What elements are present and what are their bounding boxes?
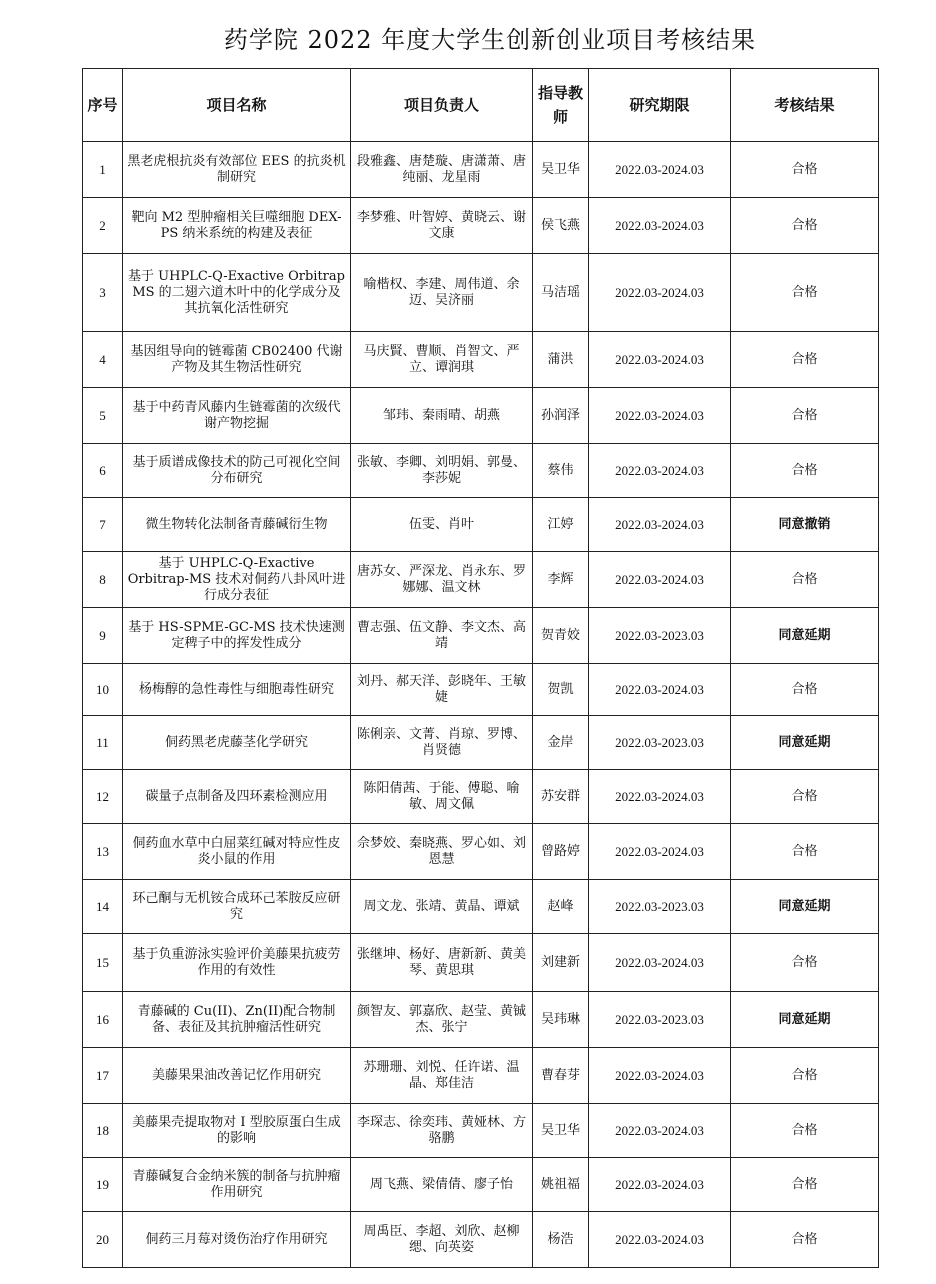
- advisor-name: 李辉: [533, 552, 589, 608]
- table-row: [83, 498, 879, 552]
- advisor-name: 贺青姣: [533, 608, 589, 664]
- research-period: 2022.03-2024.03: [589, 142, 731, 198]
- project-name: 美藤果果油改善记忆作用研究: [123, 1048, 351, 1104]
- table-row: [83, 880, 879, 934]
- row-number: 1: [83, 142, 123, 198]
- advisor-name: 蔡伟: [533, 444, 589, 498]
- table-row: [83, 142, 879, 198]
- project-leader: 邹玮、秦雨晴、胡燕: [351, 388, 533, 444]
- project-name: 黑老虎根抗炎有效部位 EES 的抗炎机制研究: [123, 142, 351, 198]
- assessment-results-table: [82, 68, 879, 1268]
- advisor-name: 江婷: [533, 498, 589, 552]
- header-assessment-result: 考核结果: [731, 69, 879, 142]
- assessment-result: 同意延期: [731, 992, 879, 1048]
- research-period: 2022.03-2024.03: [589, 444, 731, 498]
- research-period: 2022.03-2023.03: [589, 992, 731, 1048]
- advisor-name: 姚祖福: [533, 1158, 589, 1212]
- row-number: 19: [83, 1158, 123, 1212]
- project-leader: 李梦雅、叶智婷、黄晓云、谢文康: [351, 198, 533, 254]
- advisor-name: 曾路婷: [533, 824, 589, 880]
- project-name: 杨梅醇的急性毒性与细胞毒性研究: [123, 664, 351, 716]
- advisor-name: 刘建新: [533, 934, 589, 992]
- row-number: 7: [83, 498, 123, 552]
- project-name: 侗药血水草中白屈菜红碱对特应性皮炎小鼠的作用: [123, 824, 351, 880]
- advisor-name: 吴玮琳: [533, 992, 589, 1048]
- project-name: 靶向 M2 型肿瘤相关巨噬细胞 DEX-PS 纳米系统的构建及表征: [123, 198, 351, 254]
- advisor-name: 苏安群: [533, 770, 589, 824]
- assessment-result: 合格: [731, 1048, 879, 1104]
- table-body: [83, 142, 879, 1268]
- advisor-name: 赵峰: [533, 880, 589, 934]
- project-name: 基于 UHPLC-Q-Exactive Orbitrap MS 的二翅六道木叶中的化学成分及其抗氧化活性研究: [123, 254, 351, 332]
- row-number: 2: [83, 198, 123, 254]
- project-name: 基于质谱成像技术的防己可视化空间分布研究: [123, 444, 351, 498]
- project-name: 碳量子点制备及四环素检测应用: [123, 770, 351, 824]
- project-leader: 周文龙、张靖、黄晶、谭斌: [351, 880, 533, 934]
- assessment-result: 同意延期: [731, 716, 879, 770]
- assessment-result: 同意延期: [731, 880, 879, 934]
- table-row: [83, 198, 879, 254]
- row-number: 14: [83, 880, 123, 934]
- research-period: 2022.03-2024.03: [589, 498, 731, 552]
- project-name: 基于 UHPLC-Q-Exactive Orbitrap-MS 技术对侗药八卦风叶进行成分表征: [123, 552, 351, 608]
- project-name: 青藤碱的 Cu(II)、Zn(II)配合物制备、表征及其抗肿瘤活性研究: [123, 992, 351, 1048]
- table-header-row: [83, 69, 879, 142]
- table-row: [83, 934, 879, 992]
- advisor-name: 曹春芽: [533, 1048, 589, 1104]
- assessment-result: 合格: [731, 824, 879, 880]
- research-period: 2022.03-2024.03: [589, 770, 731, 824]
- assessment-result: 合格: [731, 142, 879, 198]
- document-title: 药学院 2022 年度大学生创新创业项目考核结果: [223, 26, 757, 54]
- advisor-name: 杨浩: [533, 1212, 589, 1268]
- project-leader: 周禹臣、李超、刘欣、赵柳缌、向英姿: [351, 1212, 533, 1268]
- advisor-name: 金岸: [533, 716, 589, 770]
- advisor-name: 侯飞燕: [533, 198, 589, 254]
- research-period: 2022.03-2024.03: [589, 824, 731, 880]
- project-name: 微生物转化法制备青藤碱衍生物: [123, 498, 351, 552]
- row-number: 12: [83, 770, 123, 824]
- project-name: 美藤果壳提取物对 I 型胶原蛋白生成的影响: [123, 1104, 351, 1158]
- row-number: 13: [83, 824, 123, 880]
- project-leader: 李琛志、徐奕玮、黄娅林、方骆鹏: [351, 1104, 533, 1158]
- assessment-result: 合格: [731, 444, 879, 498]
- project-name: 环己酮与无机铵合成环己苯胺反应研究: [123, 880, 351, 934]
- project-leader: 喻楷权、李建、周伟道、余迈、吴济丽: [351, 254, 533, 332]
- assessment-result: 合格: [731, 770, 879, 824]
- assessment-result: 合格: [731, 1158, 879, 1212]
- header-project-name: 项目名称: [123, 69, 351, 142]
- table-row: [83, 1158, 879, 1212]
- project-name: 侗药三月莓对烫伤治疗作用研究: [123, 1212, 351, 1268]
- project-leader: 刘丹、郝天洋、彭晓年、王敏婕: [351, 664, 533, 716]
- table-row: [83, 716, 879, 770]
- assessment-result: 合格: [731, 254, 879, 332]
- project-leader: 段雅鑫、唐楚璇、唐潇萧、唐纯丽、龙星雨: [351, 142, 533, 198]
- research-period: 2022.03-2024.03: [589, 664, 731, 716]
- table-row: [83, 254, 879, 332]
- assessment-result: 合格: [731, 1212, 879, 1268]
- table-row: [83, 824, 879, 880]
- row-number: 11: [83, 716, 123, 770]
- table-row: [83, 552, 879, 608]
- row-number: 17: [83, 1048, 123, 1104]
- assessment-result: 合格: [731, 552, 879, 608]
- row-number: 3: [83, 254, 123, 332]
- advisor-name: 贺凯: [533, 664, 589, 716]
- research-period: 2022.03-2024.03: [589, 254, 731, 332]
- research-period: 2022.03-2023.03: [589, 608, 731, 664]
- row-number: 16: [83, 992, 123, 1048]
- advisor-name: 吴卫华: [533, 142, 589, 198]
- research-period: 2022.03-2024.03: [589, 552, 731, 608]
- assessment-result: 同意延期: [731, 608, 879, 664]
- advisor-name: 马洁瑶: [533, 254, 589, 332]
- research-period: 2022.03-2024.03: [589, 1212, 731, 1268]
- assessment-result: 合格: [731, 664, 879, 716]
- research-period: 2022.03-2023.03: [589, 716, 731, 770]
- research-period: 2022.03-2024.03: [589, 388, 731, 444]
- table-row: [83, 444, 879, 498]
- header-project-leader: 项目负责人: [351, 69, 533, 142]
- project-leader: 苏珊珊、刘悦、任许诺、温晶、郑佳洁: [351, 1048, 533, 1104]
- project-name: 基于负重游泳实验评价美藤果抗疲劳作用的有效性: [123, 934, 351, 992]
- project-leader: 颜智友、郭嘉欣、赵莹、黄铖杰、张宁: [351, 992, 533, 1048]
- project-leader: 陈俐亲、文菁、肖琼、罗博、肖贤德: [351, 716, 533, 770]
- assessment-result: 合格: [731, 332, 879, 388]
- research-period: 2022.03-2024.03: [589, 1104, 731, 1158]
- project-name: 侗药黑老虎藤茎化学研究: [123, 716, 351, 770]
- project-name: 基于 HS-SPME-GC-MS 技术快速测定稗子中的挥发性成分: [123, 608, 351, 664]
- project-leader: 周飞燕、梁倩倩、廖子怡: [351, 1158, 533, 1212]
- research-period: 2022.03-2024.03: [589, 1048, 731, 1104]
- project-leader: 张敏、李卿、刘明娟、郭曼、李莎妮: [351, 444, 533, 498]
- project-leader: 唐苏女、严深龙、肖永东、罗娜娜、温文林: [351, 552, 533, 608]
- header-advisor: 指导教师: [533, 69, 589, 142]
- table-row: [83, 332, 879, 388]
- header-research-period: 研究期限: [589, 69, 731, 142]
- project-leader: 马庆賢、曹顺、肖智文、严立、谭润琪: [351, 332, 533, 388]
- row-number: 6: [83, 444, 123, 498]
- research-period: 2022.03-2024.03: [589, 934, 731, 992]
- assessment-result: 合格: [731, 388, 879, 444]
- row-number: 15: [83, 934, 123, 992]
- row-number: 8: [83, 552, 123, 608]
- project-name: 基因组导向的链霉菌 CB02400 代谢产物及其生物活性研究: [123, 332, 351, 388]
- row-number: 18: [83, 1104, 123, 1158]
- project-name: 青藤碱复合金纳米簇的制备与抗肿瘤作用研究: [123, 1158, 351, 1212]
- project-leader: 佘梦姣、秦晓燕、罗心如、刘恩慧: [351, 824, 533, 880]
- research-period: 2022.03-2024.03: [589, 1158, 731, 1212]
- row-number: 20: [83, 1212, 123, 1268]
- assessment-result: 合格: [731, 1104, 879, 1158]
- assessment-result: 合格: [731, 198, 879, 254]
- project-name: 基于中药青风藤内生链霉菌的次级代谢产物挖掘: [123, 388, 351, 444]
- project-leader: 张继坤、杨好、唐新新、黄美琴、黄思琪: [351, 934, 533, 992]
- table-row: [83, 1048, 879, 1104]
- row-number: 10: [83, 664, 123, 716]
- header-no: 序号: [83, 69, 123, 142]
- row-number: 9: [83, 608, 123, 664]
- table-row: [83, 992, 879, 1048]
- table-row: [83, 1104, 879, 1158]
- assessment-result: 合格: [731, 934, 879, 992]
- table-row: [83, 770, 879, 824]
- table-row: [83, 664, 879, 716]
- row-number: 5: [83, 388, 123, 444]
- project-leader: 伍雯、肖叶: [351, 498, 533, 552]
- research-period: 2022.03-2023.03: [589, 880, 731, 934]
- assessment-result: 同意撤销: [731, 498, 879, 552]
- table-row: [83, 608, 879, 664]
- research-period: 2022.03-2024.03: [589, 198, 731, 254]
- advisor-name: 蒲洪: [533, 332, 589, 388]
- table-row: [83, 388, 879, 444]
- project-leader: 曹志强、伍文静、李文杰、高靖: [351, 608, 533, 664]
- research-period: 2022.03-2024.03: [589, 332, 731, 388]
- row-number: 4: [83, 332, 123, 388]
- advisor-name: 吴卫华: [533, 1104, 589, 1158]
- table-row: [83, 1212, 879, 1268]
- project-leader: 陈阳倩茜、于能、傅聪、喻敏、周文佩: [351, 770, 533, 824]
- advisor-name: 孙润泽: [533, 388, 589, 444]
